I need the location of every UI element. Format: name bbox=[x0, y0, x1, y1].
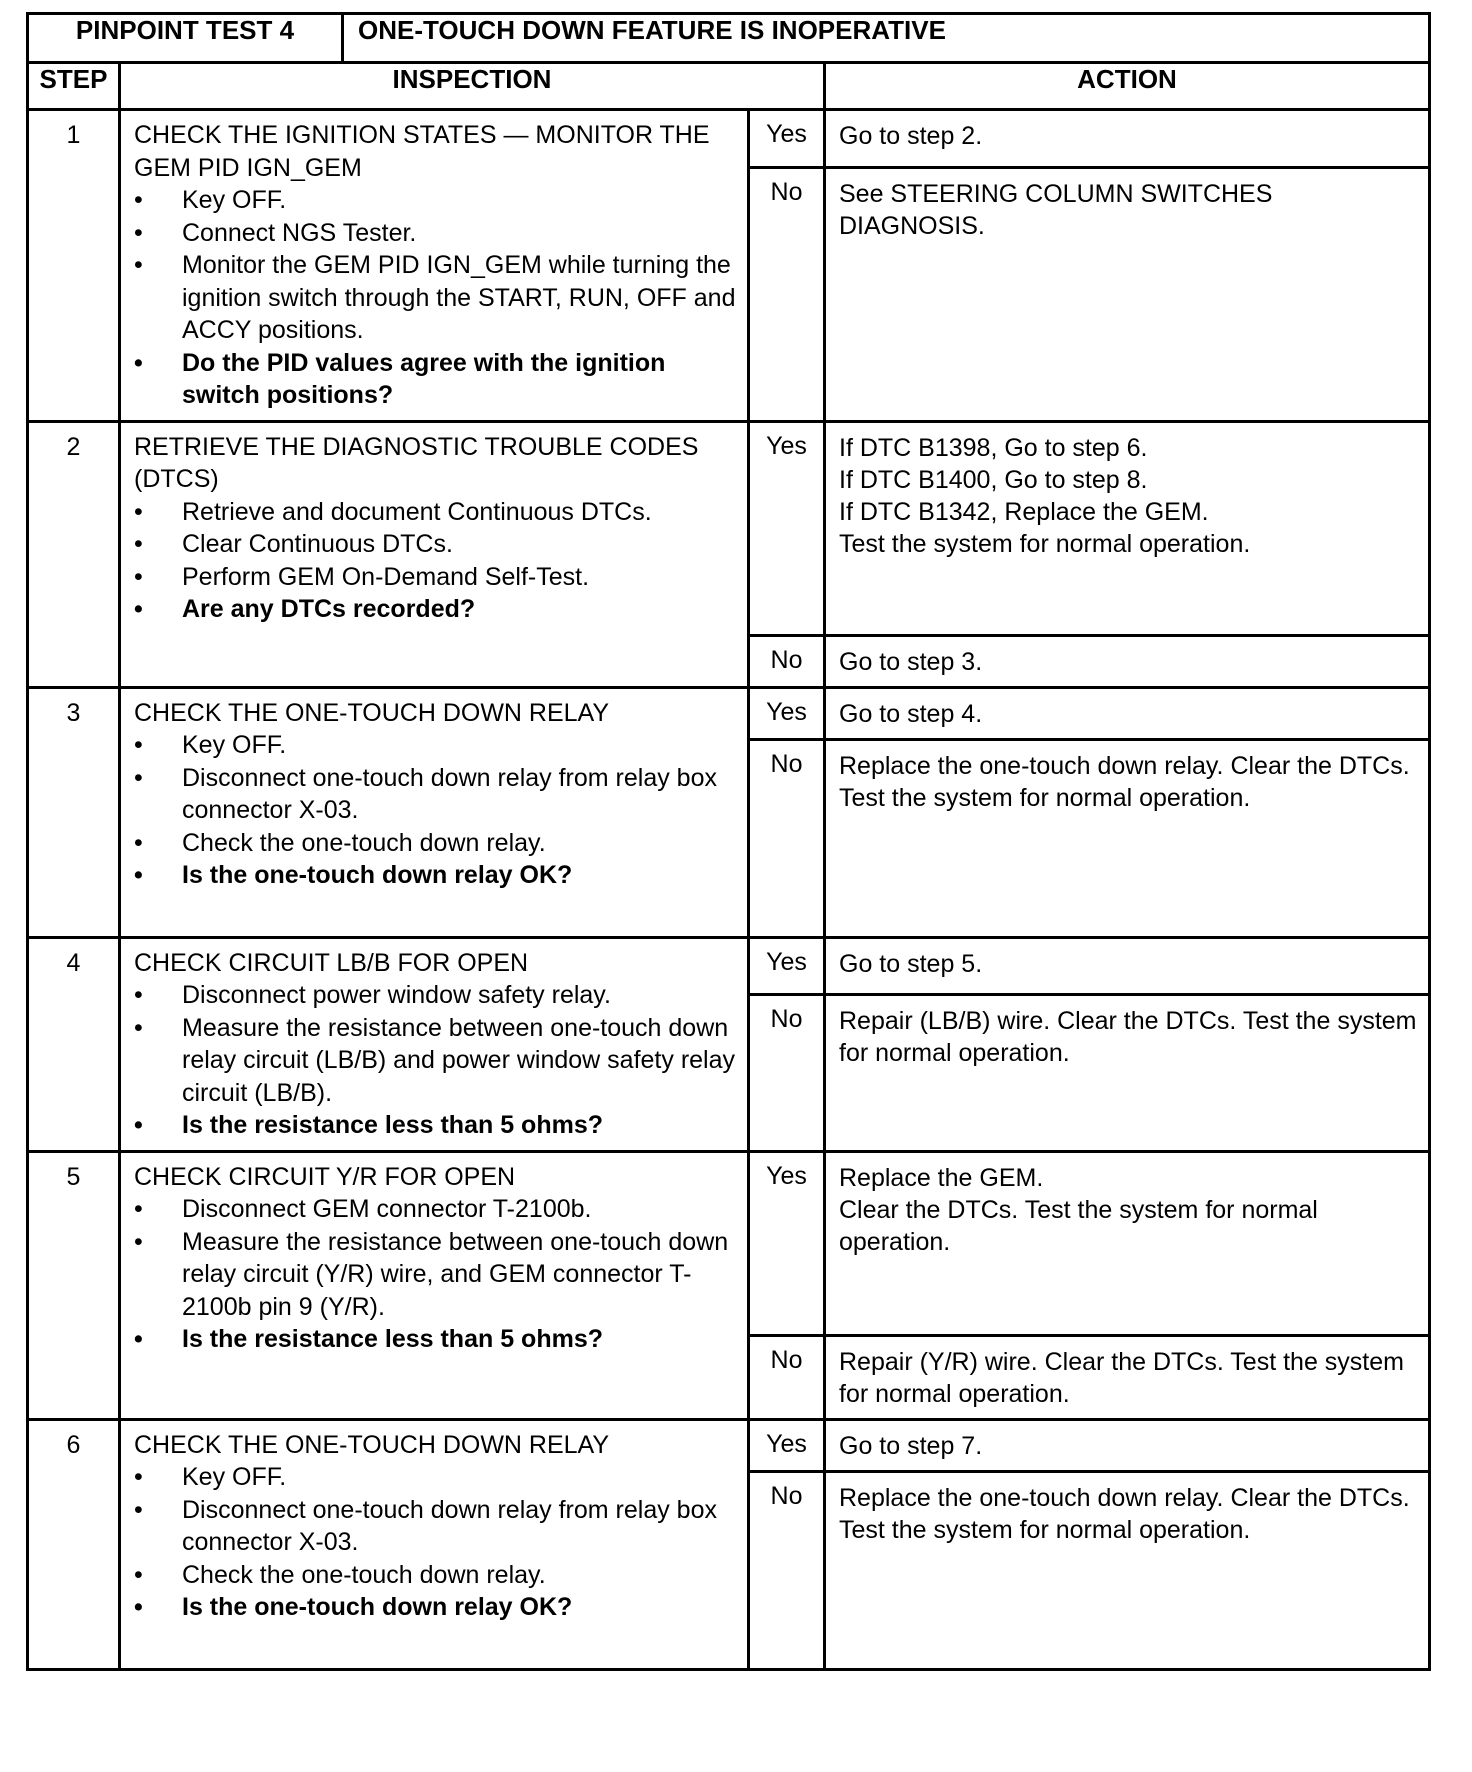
no-action-line: See STEERING COLUMN SWITCHES DIAGNOSIS. bbox=[839, 179, 1273, 240]
inspection-question: • Do the PID values agree with the ignition switch positions? bbox=[134, 347, 737, 412]
inspection-bullet: • Measure the resistance between one-touch down relay circuit (LB/B) and power window safety relay circuit (LB/B). bbox=[134, 1012, 737, 1110]
column-header-row bbox=[28, 63, 1430, 110]
inspection-caption: RETRIEVE THE DIAGNOSTIC TROUBLE CODES (DTCS) bbox=[134, 432, 699, 493]
test-label: PINPOINT TEST 4 bbox=[28, 14, 343, 63]
step-row bbox=[28, 1419, 1430, 1471]
inspection-bullet: • Key OFF. bbox=[134, 1461, 737, 1494]
yes-action bbox=[825, 1419, 1430, 1471]
no-label: No bbox=[749, 1471, 825, 1669]
inspection-bullet: • Check the one-touch down relay. bbox=[134, 1559, 737, 1592]
inspection-bullet: • Disconnect GEM connector T-2100b. bbox=[134, 1193, 737, 1226]
inspection-question: • Are any DTCs recorded? bbox=[134, 593, 737, 626]
step-number: 4 bbox=[28, 937, 120, 1151]
inspection-bullet: • Measure the resistance between one-touch down relay circuit (Y/R) wire, and GEM connector T-2100b pin 9 (Y/R). bbox=[134, 1226, 737, 1324]
step-number: 2 bbox=[28, 421, 120, 687]
yes-label: Yes bbox=[749, 937, 825, 994]
inspection-bullets bbox=[134, 729, 737, 892]
step-number: 1 bbox=[28, 110, 120, 422]
no-action bbox=[825, 635, 1430, 687]
yes-action-line: Go to step 2. bbox=[839, 122, 983, 150]
yes-action bbox=[825, 1151, 1430, 1335]
step-row bbox=[28, 1151, 1430, 1335]
inspection-bullet: • Key OFF. bbox=[134, 729, 737, 762]
step-number: 3 bbox=[28, 687, 120, 937]
yes-action-line: Go to step 5. bbox=[839, 949, 983, 978]
yes-action-line: Go to step 4. bbox=[839, 699, 983, 728]
no-label: No bbox=[749, 167, 825, 421]
yes-action bbox=[825, 687, 1430, 739]
no-action bbox=[825, 1471, 1430, 1669]
inspection-bullet: • Key OFF. bbox=[134, 184, 737, 217]
step-row bbox=[28, 937, 1430, 994]
inspection-bullets bbox=[134, 496, 737, 626]
step-number: 6 bbox=[28, 1419, 120, 1669]
inspection-bullet: • Disconnect power window safety relay. bbox=[134, 979, 737, 1012]
no-label: No bbox=[749, 739, 825, 937]
yes-action-line: If DTC B1400, Go to step 8. bbox=[839, 465, 1148, 494]
inspection-bullet: • Check the one-touch down relay. bbox=[134, 827, 737, 860]
no-action-line: Go to step 3. bbox=[839, 647, 983, 676]
inspection-caption: CHECK THE ONE-TOUCH DOWN RELAY bbox=[134, 1430, 610, 1459]
yes-label: Yes bbox=[749, 1419, 825, 1471]
inspection-bullet: • Clear Continuous DTCs. bbox=[134, 528, 737, 561]
inspection-bullet: • Monitor the GEM PID IGN_GEM while turning the ignition switch through the START, RUN, OFF and ACCY positions. bbox=[134, 249, 737, 347]
no-label: No bbox=[749, 635, 825, 687]
yes-label: Yes bbox=[749, 110, 825, 168]
inspection-caption: CHECK THE ONE-TOUCH DOWN RELAY bbox=[134, 698, 610, 727]
action-column-header: ACTION bbox=[825, 63, 1430, 110]
no-label: No bbox=[749, 994, 825, 1151]
step-number: 5 bbox=[28, 1151, 120, 1419]
title-row bbox=[28, 14, 1430, 63]
no-action-line: Repair (Y/R) wire. Clear the DTCs. Test the system for normal operation. bbox=[839, 1347, 1404, 1408]
pinpoint-test-sheet bbox=[26, 12, 1428, 1671]
yes-action-line: Clear the DTCs. Test the system for normal operation. bbox=[839, 1195, 1318, 1256]
inspection-question: • Is the resistance less than 5 ohms? bbox=[134, 1109, 737, 1142]
yes-action-line: Go to step 7. bbox=[839, 1431, 983, 1460]
inspection-caption: CHECK THE IGNITION STATES — MONITOR THE GEM PID IGN_GEM bbox=[134, 121, 710, 182]
no-action bbox=[825, 994, 1430, 1151]
inspection-bullets bbox=[134, 1461, 737, 1624]
inspection-bullets bbox=[134, 1193, 737, 1356]
inspection-bullet: • Disconnect one-touch down relay from relay box connector X-03. bbox=[134, 762, 737, 827]
no-action bbox=[825, 167, 1430, 421]
step-row bbox=[28, 421, 1430, 635]
inspection-cell bbox=[120, 421, 749, 687]
yes-label: Yes bbox=[749, 1151, 825, 1335]
inspection-cell bbox=[120, 687, 749, 937]
no-action-line: Replace the one-touch down relay. Clear the DTCs. Test the system for normal operation. bbox=[839, 751, 1410, 812]
yes-action-line: Test the system for normal operation. bbox=[839, 529, 1251, 558]
inspection-column-header: INSPECTION bbox=[120, 63, 825, 110]
inspection-question: • Is the one-touch down relay OK? bbox=[134, 1591, 737, 1624]
inspection-cell bbox=[120, 110, 749, 422]
inspection-question: • Is the one-touch down relay OK? bbox=[134, 859, 737, 892]
inspection-question: • Is the resistance less than 5 ohms? bbox=[134, 1323, 737, 1356]
yes-action-line: Replace the GEM. bbox=[839, 1163, 1044, 1192]
step-row bbox=[28, 687, 1430, 739]
no-action-line: Replace the one-touch down relay. Clear the DTCs. Test the system for normal operation. bbox=[839, 1483, 1410, 1544]
inspection-bullets bbox=[134, 184, 737, 412]
step-column-header: STEP bbox=[28, 63, 120, 110]
no-label: No bbox=[749, 1335, 825, 1419]
inspection-bullet: • Retrieve and document Continuous DTCs. bbox=[134, 496, 737, 529]
inspection-caption: CHECK CIRCUIT Y/R FOR OPEN bbox=[134, 1162, 516, 1191]
step-row bbox=[28, 110, 1430, 168]
pinpoint-test-table bbox=[26, 12, 1431, 1671]
inspection-cell bbox=[120, 1419, 749, 1669]
inspection-caption: CHECK CIRCUIT LB/B FOR OPEN bbox=[134, 948, 529, 977]
no-action bbox=[825, 1335, 1430, 1419]
yes-action bbox=[825, 937, 1430, 994]
yes-action-line: If DTC B1342, Replace the GEM. bbox=[839, 497, 1209, 526]
inspection-bullet: • Disconnect one-touch down relay from relay box connector X-03. bbox=[134, 1494, 737, 1559]
yes-label: Yes bbox=[749, 421, 825, 635]
yes-action bbox=[825, 421, 1430, 635]
inspection-bullet: • Perform GEM On-Demand Self-Test. bbox=[134, 561, 737, 594]
yes-action-line: If DTC B1398, Go to step 6. bbox=[839, 433, 1148, 462]
inspection-cell bbox=[120, 937, 749, 1151]
inspection-bullets bbox=[134, 979, 737, 1142]
no-action bbox=[825, 739, 1430, 937]
no-action-line: Repair (LB/B) wire. Clear the DTCs. Test the system for normal operation. bbox=[839, 1006, 1417, 1067]
inspection-cell bbox=[120, 1151, 749, 1419]
inspection-bullet: • Connect NGS Tester. bbox=[134, 217, 737, 250]
yes-action bbox=[825, 110, 1430, 168]
yes-label: Yes bbox=[749, 687, 825, 739]
test-title: ONE-TOUCH DOWN FEATURE IS INOPERATIVE bbox=[343, 14, 1430, 63]
